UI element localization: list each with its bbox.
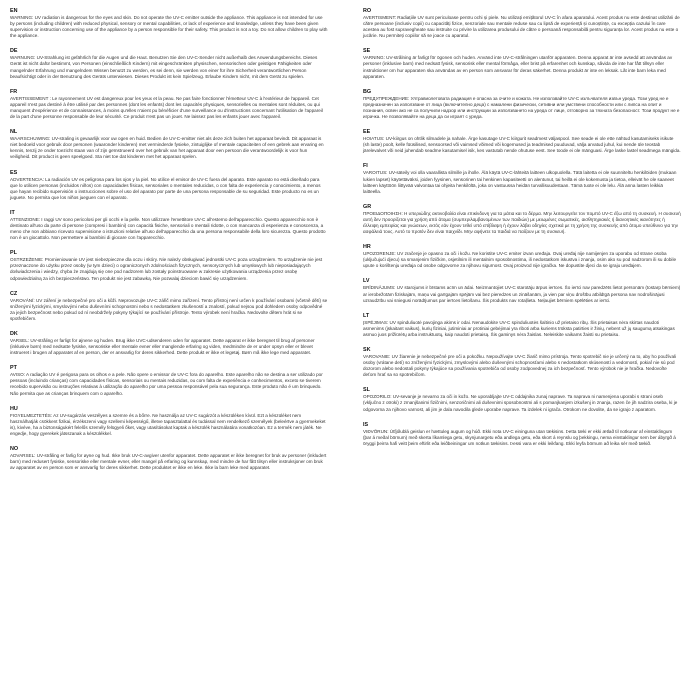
- language-code: PL: [10, 250, 17, 257]
- language-code: DK: [10, 331, 18, 337]
- language-code: FR: [10, 88, 18, 95]
- warning-section-no: [10, 446, 328, 471]
- warning-text: VAROVÁNÍ: UV záření je nebezpečné pro oči a kůži. Neprovozujte UV-C zářič mimo zařízení. Tento přístroj není určen k používání osobami (včetně dětí) se sníženými fyzickými, smyslovými nebo duševními schopnostmi nebo s nedostatkem zkušeností a znalostí, pokud nejsou pod dohledem osoby odpovědné za jejich bezpečnost nebo pokud od ní neobdržely pokyny týkající se používání přístroje. Tento výrobek není hračka. Nedovolte dětem hrát si se spotřebičem.: [10, 297, 328, 321]
- warning-section-cz: [10, 291, 328, 322]
- language-code: EN: [10, 8, 18, 14]
- warning-section-hr: [363, 244, 681, 269]
- language-code: FI: [363, 163, 368, 170]
- warning-text: BRĪDINĀJUMS: UV starojums ir bīstams acīm un ādai. Neizmantojiet UV-C starotāju ārpus ierīces. Šo ierīci nav paredzēts lietot personām (tostarp bērniem) ar ierobežotām fiziskajām, maņu vai garīgajām spējām vai bez pieredzes un zināšanām, ja vien par viņu drošību atbildīgā persona nav nodrošinājusi uzraudzību vai sniegusi norādījumus par ierīces lietošanu. Šis produkts nav rotaļlieta. Neļaujiet bērniem spēlēties ar ierīci.: [363, 285, 681, 303]
- warning-text: AVERTISMENT: Radiațiile UV sunt periculoase pentru ochi și piele. Nu utilizați emițătorul UV-C în afara aparatului. Acest produs nu este destinat utilizării de către persoane (inclusiv copii) cu capacități fizice, senzoriale sau mentale reduse sau cu lipsă de experiență și cunoștințe, cu excepția cazului în care acestea au fost supravegheate sau instruite cu privire la utilizarea produsului de către o persoană responsabilă pentru siguranța lor. Acest produs nu este o jucărie. Nu permiteți copiilor să se joace cu aparatul.: [363, 15, 680, 39]
- language-code: BG: [363, 88, 372, 95]
- warning-section-ee: [363, 129, 681, 154]
- warning-text: UPOZORENJE: UV zračenje je opasno za oči i kožu. Ne koristite UV-C emiter izvan uređaja. Ovaj uređaj nije namijenjen za uporabu od strane osoba (uključujući djecu) sa smanjenim fizičkim, osjetilnim ili mentalnim sposobnostima, ili nedostatkom iskustva i znanja, osim ako su pod nadzorom ili su dobile upute o korištenju uređaja od osobe odgovorne za njihovu sigurnost. Ovaj proizvod nije igračka. Ne dopustite djeci da se igraju uređajem.: [363, 251, 677, 269]
- warning-section-lv: [363, 278, 681, 303]
- warning-text: WARNING: UV radiation is dangerous for the eyes and skin. Do not operate the UV-C emitter outside the appliance. This appliance is not intended for use by persons (including children) with reduced physical, sensory or mental capabilities, or lack of experience and knowledge, unless they have been given supervision or instruction concerning use of the appliance by a person responsible for their safety. This product is not a toy. Do not allow children to play with the appliance.: [10, 15, 328, 39]
- warning-section-ro: [363, 8, 681, 39]
- warning-section-sl: [363, 387, 681, 412]
- warning-text: ADVARSEL: UV-stråling er farlig for øyne og hud. Ikke bruk UV-C-avgiver utenfor apparatet. Dette apparatet er ikke beregnet for bruk av personer (inkludert barn) med redusert fysiske, sensoriske eller mentale evner, eller mangel på erfaring og kunnskap, med mindre de har fått tilsyn eller instruksjoner om bruk av apparatet av en person som er ansvarlig for deres sikkerhet. Dette produktet er ikke en leke. Ikke la barn leke med apparatet.: [10, 453, 327, 471]
- language-code: ES: [10, 169, 18, 176]
- warning-text: AVISO: A radiação UV é perigosa para os olhos e a pele. Não opere o emissor de UV-C fora do aparelho. Este aparelho não se destina a ser utilizado por pessoas (incluindo crianças) com capacidades físicas, sensoriais ou mentais reduzidas, ou com falta de experiência e conhecimentos, exceto se tiverem recebido supervisão ou instruções relativas à utilização do aparelho por uma pessoa responsável pela sua segurança. Este produto não é um brinquedo. Não permita que as crianças brinquem com o aparelho.: [10, 372, 323, 396]
- warning-text: VARSEL: UV-stråling er farligt for øjnene og huden. Brug ikke UVC-udsenderen uden for apparatet. Dette apparat er ikke beregnet til brug af personer (inklusive børn) med nedsatte fysiske, sensoriske eller mentale evner eller manglende erfaring og viden, medmindre de er under opsyn eller er blevet instrueret i brugen af apparatet af en person, der er ansvarlig for deres sikkerhed. Dette produkt er ikke et legetøj. Børn må ikke lege med apparatet.: [10, 338, 315, 356]
- warning-text: OSTRZEŻENIE: Promieniowanie UV jest niebezpieczne dla oczu i skóry. Nie należy obsługiwać jednostki UV-C poza urządzeniem. To urządzenie nie jest przeznaczone do użytku przez osoby (w tym dzieci) o ograniczonych zdolnościach fizycznych, sensorycznych lub umysłowych lub nieposiadających doświadczenia i wiedzy, chyba że znajdują się one pod nadzorem lub zostały poinstruowane w zakresie użytkowania urządzenia przez osobę odpowiedzialną za ich bezpieczeństwo. Ten produkt nie jest zabawką. Nie pozwalaj dzieciom bawić się urządzeniem.: [10, 257, 323, 281]
- warning-section-fr: [10, 89, 328, 120]
- warning-text: VARNING: UV-strålning är farligt för ögonen och huden. Använd inte UV-C-strålningen utanför apparaten. Denna apparat är inte avsedd att användas av personer (inklusive barn) med nedsatt fysisk, sensorisk eller mental förmåga, eller brist på erfarenhet och kunskap, såvida de inte har fått tillsyn eller instruktioner om hur apparaten ska användas av en person som ansvarar för deras säkerhet. Denna produkt är inte en leksak. Låt inte barn leka med apparaten.: [363, 55, 673, 79]
- warning-section-gr: [363, 204, 681, 235]
- warning-section-is: [363, 422, 681, 447]
- language-code: PT: [10, 365, 17, 372]
- warning-section-de: [10, 48, 328, 79]
- language-code: HU: [10, 405, 18, 412]
- warning-section-pl: [10, 250, 328, 281]
- right-column: [363, 8, 681, 456]
- language-code: LV: [363, 278, 370, 285]
- warning-text: FIGYELMEZTETÉS: Az UV-sugárzás veszélyes a szemre és a bőrre. Ne használja az UV-C sugárzót a készüléken kívül. Ezt a készüléket nem használhatják csökkent fizikai, érzékszervi vagy szellemi képességű, illetve tapasztalattal és tudással nem rendelkező személyek (beleértve a gyermekeket is), kivéve, ha a biztonságukért felelős személy felügyeli őket, vagy utasításokat kaptak a készülék használatára vonatkozóan. Ez a termék nem játék. Ne engedje, hogy gyerekek játsszanak a készülékkel.: [10, 412, 326, 436]
- language-code: EE: [363, 129, 371, 136]
- language-code: SK: [363, 347, 371, 353]
- language-code: LT: [363, 312, 370, 319]
- language-code: HR: [363, 244, 371, 251]
- warning-text: WAARSCHUWING: UV-straling is gevaarlijk voor uw ogen en huid. Bedien de UV-C-emitter niet als deze zich buiten het apparaat bevindt. Dit apparaat is niet bedoeld voor gebruik door personen (waaronder kinderen) met verminderde fysieke, zintuiglijke of mentale capaciteiten of een gebrek aan ervaring en kennis, tenzij ze onder toezicht staan van of zijn geïnstrueerd over het gebruik van het apparaat door een persoon die verantwoordelijk is voor hun veiligheid. Dit product is geen speelgoed. Sta niet toe dat kinderen met het apparaat spelen.: [10, 136, 324, 160]
- language-code: DE: [10, 48, 18, 55]
- warning-text: ĮSPĖJIMAS: UV spinduliuotė pavojinga akims ir odai. Nenaudokite UV-C spinduliuotės šaltinio už prietaiso ribų. Šis prietaisas nėra skirtas naudoti asmenims (įskaitant vaikus), kurių fiziniai, jutiminiai ar protiniai gebėjimai yra riboti arba kuriems trūksta patirties ir žinių, nebent už jų saugumą atsakingas asmuo juos prižiūrėtų arba instruktuotų, kaip naudoti prietaisą. Šis gaminys nėra žaislas. Neleiskite vaikams žaisti su prietaisu.: [363, 319, 675, 337]
- language-code: IS: [363, 421, 369, 428]
- warning-text: AVERTISSEMENT : Le rayonnement UV est dangereux pour les yeux et la peau. Ne pas faire fonctionner l'émetteur UV-C à l'extérieur de l'appareil. Cet appareil n'est pas destiné à être utilisé par des personnes (dont les enfants) dont les capacités physiques, sensorielles ou mentales sont réduites, ou qui manquent d'expérience et de connaissances, à moins qu'elles n'aient pu bénéficier d'une surveillance ou d'instructions concernant l'utilisation de l'appareil de la part d'une personne responsable de leur sécurité. Ce produit n'est pas un jouet. Ne laissez pas les enfants jouer avec l'appareil.: [10, 95, 323, 120]
- warning-section-pt: [10, 365, 328, 396]
- warning-section-fi: [363, 163, 681, 194]
- warning-text: ПРЕДУПРЕЖДЕНИЕ: Ултравиолетовата радиация е опасна за очите и кожата. Не използвайте UV-C излъчвателя извън уреда. Този уред не е предназначен за използване от лица (включително деца) с намалени физически, сетивни или умствени способности или с липса на опит и познания, освен ако не са получили надзор или инструкции за използването на уреда от лице, отговорно за тяхната безопасност. Този продукт не е играчка. Не позволявайте на деца да си играят с уреда.: [363, 95, 680, 120]
- language-code: GR: [363, 203, 372, 210]
- warning-section-se: [363, 48, 681, 79]
- warning-section-sk: [363, 347, 681, 378]
- language-code: CZ: [10, 290, 18, 297]
- language-code: SL: [363, 387, 370, 394]
- warning-section-nl: [10, 129, 328, 160]
- warning-text: ADVERTENCIA: La radiación UV es peligrosa para los ojos y la piel. No utilice el emisor de UV-C fuera del aparato. Este aparato no está diseñado para que lo utilicen personas (incluidos niños) con capacidades físicas, sensoriales o mentales reducidas, o con falta de experiencia y conocimiento, a menos que hayan recibido supervisión o instrucciones sobre el uso del aparato por parte de una persona responsable de su seguridad. Este producto no es un juguete. No permita que los niños jueguen con el aparato.: [10, 176, 321, 200]
- warning-text: VAROVANIE: UV žiarenie je nebezpečné pre oči a pokožku. Nepoužívajte UV-C žiarič mimo prístroja. Tento spotrebič nie je určený na to, aby ho používali osoby (vrátane detí) so zníženými fyzickými, zmyslovými alebo duševnými schopnosťami alebo s nedostatkom skúseností a vedomostí, pokiaľ nie sú pod dozorom alebo nedostali pokyny týkajúce sa používania spotrebiča od osoby zodpovednej za ich bezpečnosť. Tento výrobok nie je hračka. Nedovoľte deťom hrať sa so spotrebičom.: [363, 354, 677, 378]
- warning-section-hu: [10, 406, 328, 437]
- warning-section-lt: [363, 313, 681, 338]
- warning-section-bg: [363, 89, 681, 120]
- warning-text: VAROITUS: UV-säteily voi olla vaarallista silmille ja iholle. Älä käytä UV-C-lähteitä laitteen ulkopuolella. Tätä laitetta ei ole suunniteltu henkilöiden (mukaan lukien lapset) käytettäväksi, joiden fyysinen, sensorinen tai henkinen kapasiteetti on alentunut, tai heillä ei ole kokemusta ja tietoa, elleivät he ole saaneet laitteen käyttöön liittyvää valvontaa tai ohjeita henkilöltä, joka on vastuussa heidän turvallisuudestaan. Tämä tuote ei ole lelu. Älä anna lasten leikkiä laitteella.: [363, 170, 677, 194]
- warning-section-en: [10, 8, 328, 39]
- language-code: NL: [10, 129, 18, 136]
- warning-text: OPOZORILO: UV-sevanje je nevarno za oči in kožo. Ne uporabljajte UV-C oddajnika zunaj naprave. Ta naprava ni namenjena uporabi s strani oseb (vključno z otroki) z zmanjšanimi fizičnimi, senzoričnimi ali duševnimi sposobnostmi ali s pomanjkanjem izkušenj in znanja, razen če jih nadzira oseba, ki je odgovorna za njihovo varnost, ali jim je dala navodila glede uporabe naprave. Ta izdelek ni igrača. Otrokom ne dovolite, da se igrajo z aparatom.: [363, 394, 678, 412]
- warning-text: HOIATUS: UV-kiirgus on ohtlik silmadele ja nahale. Ärge kasutage UV-C kiirgurit seadmest väljaspool. See seade ei ole ette nähtud kasutamiseks isikute (sh laste) poolt, kelle füüsilised, sensoorsed või vaimsed võimed või kogemused ja teadmised puuduvad, välja arvatud juhul, kui nende üle teostab järelevalvet või neid juhendab seadme kasutamisel isik, kes vastutab nende ohutuse eest. See toode ei ole mänguasi. Ärge laske lastel seadmega mängida.: [363, 136, 681, 154]
- warning-text: VIÐVÖRUN: Útfjólublá geislun er hættuleg augum og húð. Ekki nota UV-C eininguna utan tækisins. Þetta tæki er ekki ætlað til notkunar af einstaklingum (þar á meðal börnum) með skerta líkamlega getu, skynjunargetu eða andlega getu, eða skort á reynslu og þekkingu, nema einstaklingur sem ber ábyrgð á öryggi þeirra hafi veitt þeim eftirlit eða leiðbeiningar um notkun tækisins. Þessi vara er ekki leikfang. Ekki leyfa börnum að leika sér með tækið.: [363, 428, 676, 446]
- language-code: SE: [363, 48, 371, 55]
- left-column: [10, 8, 328, 480]
- warning-text: WARNUNG: UV-Strahlung ist gefährlich für die Augen und die Haut. Benutzen Sie den UV-C-Sender nicht außerhalb des Anwendungsbereichs. Dieses Gerät ist nicht dafür bestimmt, von Personen (einschließlich Kindern) mit eingeschränkten physischen, sensorischen oder geistigen Fähigkeiten oder mangelnder Erfahrung und mangelndem Wissen benutzt zu werden, es sei denn, sie werden von einer für ihre Sicherheit verantwortlichen Person beaufsichtigt oder in der Benutzung des Geräts unterwiesen. Dieses Produkt ist kein Spielzeug. Erlaube Kindern nicht, mit dem Gerät zu spielen.: [10, 55, 318, 79]
- warning-section-dk: [10, 331, 328, 356]
- warning-section-es: [10, 170, 328, 201]
- warning-text: ATTENZIONE: I raggi UV sono pericolosi per gli occhi e la pelle. Non utilizzare l'emettitore UV-C all'esterno dell'apparecchio. Questo apparecchio non è destinato all'uso da parte di persone (compresi i bambini) con capacità fisiche, sensoriali o mentali ridotte, o con mancanza di esperienza e conoscenza, a meno che non abbiano ricevuto supervisione o istruzioni relative all'uso dell'apparecchio da una persona responsabile della loro sicurezza. Questo prodotto non è un giocattolo. Non permettere ai bambini di giocare con l'apparecchio.: [10, 216, 326, 241]
- language-code: IT: [10, 209, 15, 216]
- warning-text: ΠΡΟΕΙΔΟΠΟΙΗΣΗ: Η υπεριώδης ακτινοβολία είναι επικίνδυνη για τα μάτια και το δέρμα. Μην λειτουργείτε τον πομπό UV-C έξω από τη συσκευή. Η συσκευή αυτή δεν προορίζεται για χρήση από άτομα (συμπεριλαμβανομένων των παιδιών) με μειωμένες σωματικές, αισθητηριακές ή διανοητικές ικανότητες ή έλλειψη εμπειρίας και γνώσεων, εκτός εάν έχουν τεθεί υπό επίβλεψη ή έχουν λάβει οδηγίες σχετικά με τη χρήση της συσκευής από άτομο υπεύθυνο για την ασφάλειά τους. Αυτό το προϊόν δεν είναι παιχνίδι. Μην αφήνετε τα παιδιά να παίζουν με τη συσκευή.: [363, 210, 681, 235]
- language-code: RO: [363, 8, 372, 14]
- warning-section-it: [10, 210, 328, 241]
- language-code: NO: [10, 446, 19, 453]
